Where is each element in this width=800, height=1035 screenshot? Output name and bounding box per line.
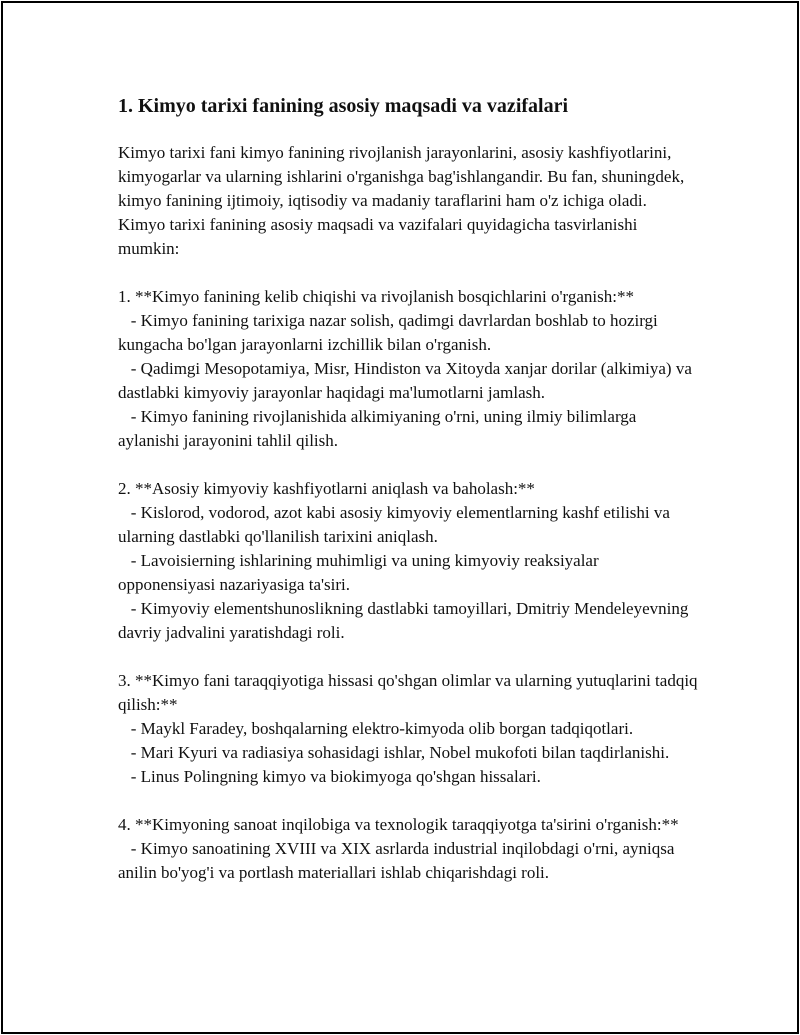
section-heading: 2. **Asosiy kimyoviy kashfiyotlarni aniqlash va baholash:** <box>118 479 535 498</box>
list-item: - Kimyo sanoatining XVIII va XIX asrlarda industrial inqilobdagi o'rni, ayniqsa anilin bo'yog'i va portlash materiallari ishlab chiqarishdagi roli. <box>118 839 675 882</box>
list-item: - Kimyo fanining tarixiga nazar solish, qadimgi davrlardan boshlab to hozirgi kungacha bo'lgan jarayonlarni izchillik bilan o'rganish. <box>118 311 658 354</box>
list-item: - Kimyo fanining rivojlanishida alkimiyaning o'rni, uning ilmiy bilimlarga aylanishi jarayonini tahlil qilish. <box>118 407 637 450</box>
list-item: - Qadimgi Mesopotamiya, Misr, Hindiston va Xitoyda xanjar dorilar (alkimiya) va dastlabki kimyoviy jarayonlar haqidagi ma'lumotlarni jamlash. <box>118 359 692 402</box>
list-item: - Maykl Faradey, boshqalarning elektro-kimyoda olib borgan tadqiqotlari. <box>118 719 634 738</box>
list-item: - Lavoisierning ishlarining muhimligi va uning kimyoviy reaksiyalar opponensiyasi nazariyasiga ta'siri. <box>118 551 599 594</box>
section-heading: 4. **Kimyoning sanoat inqilobiga va texnologik taraqqiyotga ta'sirini o'rganish:** <box>118 815 679 834</box>
document-title: 1. Kimyo tarixi fanining asosiy maqsadi va vazifalari <box>118 95 569 117</box>
list-item: - Kimyoviy elementshunoslikning dastlabki tamoyillari, Dmitriy Mendeleyevning davriy jadvalini yaratishdagi roli. <box>118 599 689 642</box>
section-heading: 1. **Kimyo fanining kelib chiqishi va rivojlanish bosqichlarini o'rganish:** <box>118 287 634 306</box>
list-item: - Kislorod, vodorod, azot kabi asosiy kimyoviy elementlarning kashf etilishi va ularning dastlabki qo'llanilish tarixini aniqlash. <box>118 503 670 546</box>
section-1 <box>118 285 698 453</box>
document-body <box>118 92 698 885</box>
section-2 <box>118 477 698 645</box>
section-3 <box>118 669 698 789</box>
intro-paragraph: Kimyo tarixi fani kimyo fanining rivojlanish jarayonlarini, asosiy kashfiyotlarini, kimyogarlar va ularning ishlarini o'rganishga bag'ishlangandir. Bu fan, shuningdek, kimyo fanining ijtimoiy, iqtisodiy va madaniy taraflarini ham o'z ichiga oladi. Kimyo tarixi fanining asosiy maqsadi va vazifalari quyidagicha tasvirlanishi mumkin: <box>118 143 685 258</box>
section-heading: 3. **Kimyo fani taraqqiyotiga hissasi qo'shgan olimlar va ularning yutuqlarini tadqiq qilish:** <box>118 671 698 714</box>
list-item: - Linus Polingning kimyo va biokimyoga qo'shgan hissalari. <box>118 767 541 786</box>
list-item: - Mari Kyuri va radiasiya sohasidagi ishlar, Nobel mukofoti bilan taqdirlanishi. <box>118 743 670 762</box>
section-4 <box>118 813 698 885</box>
